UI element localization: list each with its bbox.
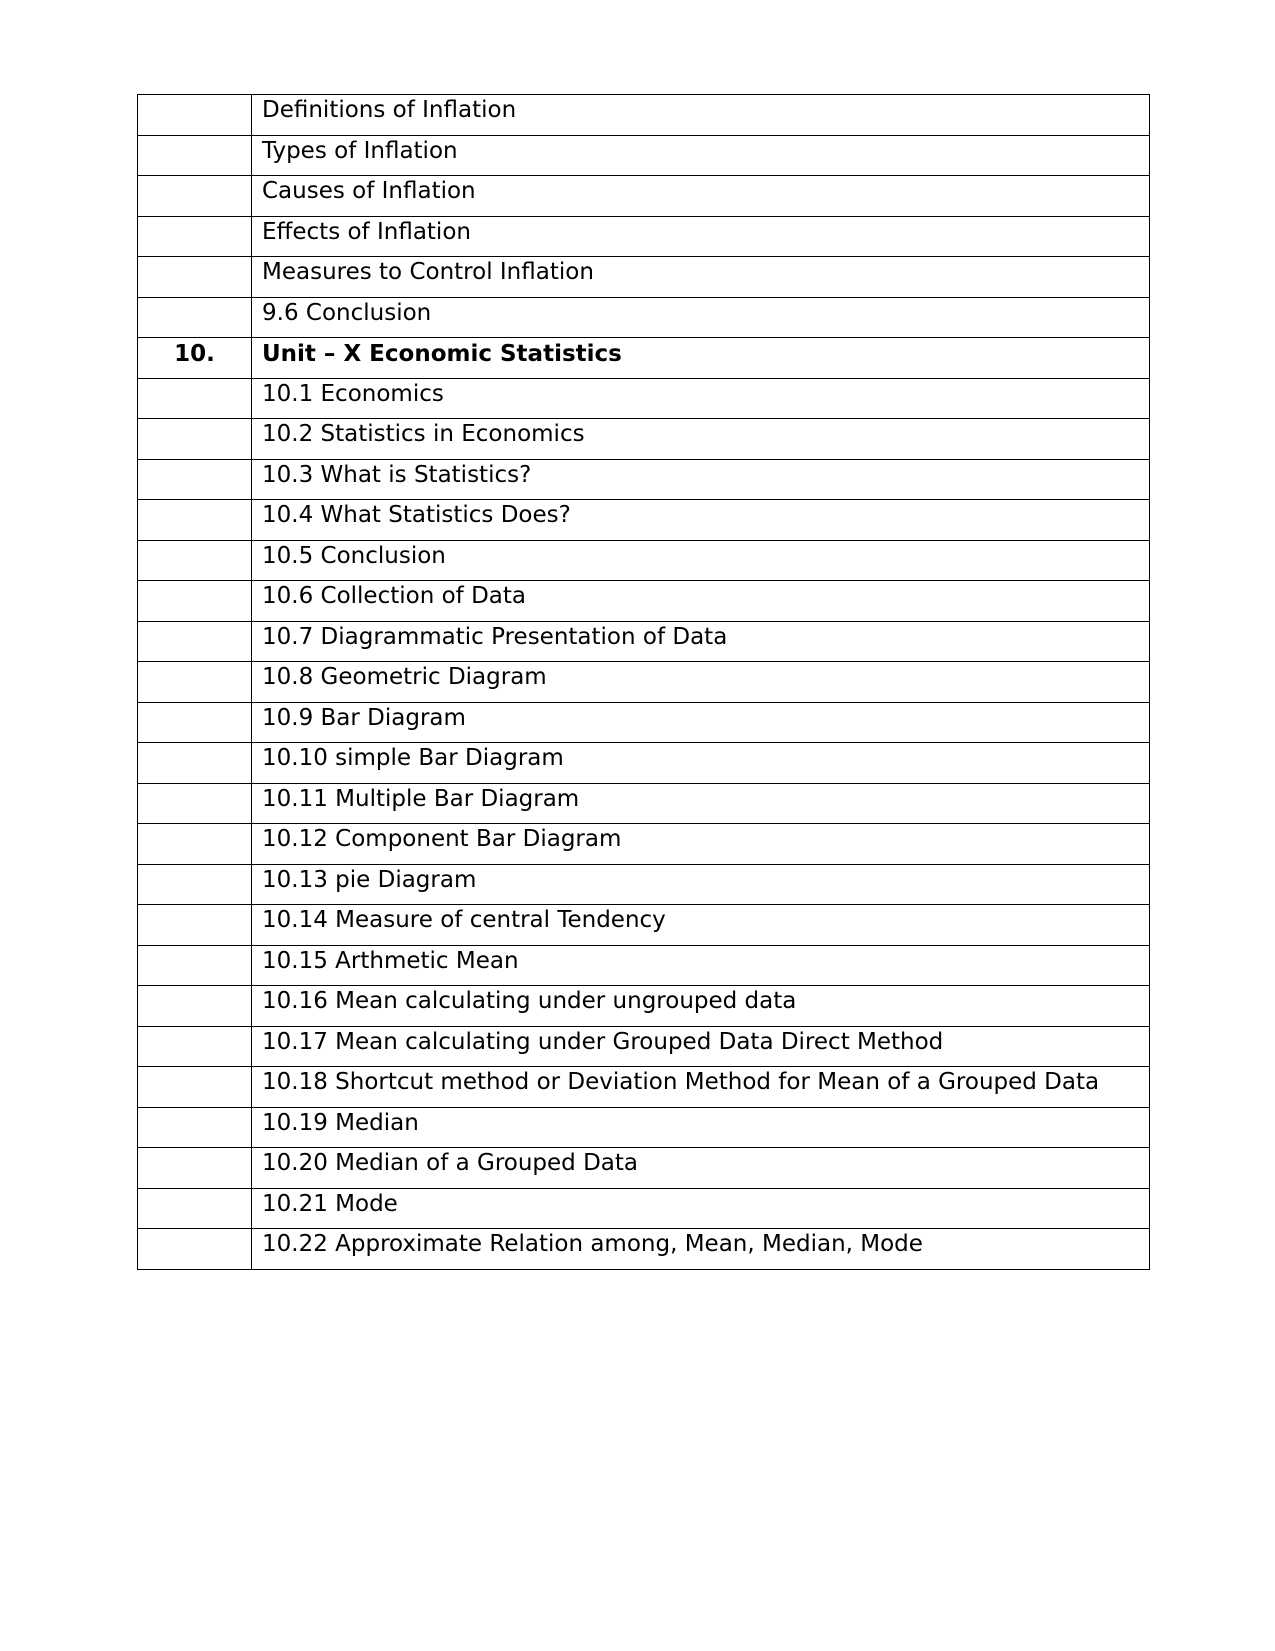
unit-number-cell: [138, 905, 252, 946]
unit-number-cell: [138, 135, 252, 176]
topic-title-cell: 10.17 Mean calculating under Grouped Data Direct Method: [252, 1026, 1150, 1067]
unit-number-cell: [138, 743, 252, 784]
table-row: [138, 1107, 1150, 1148]
unit-number-cell: [138, 986, 252, 1027]
table-row: [138, 905, 1150, 946]
unit-number-cell: [138, 378, 252, 419]
table-row: [138, 581, 1150, 622]
unit-number-cell: 10.: [138, 338, 252, 379]
unit-number-cell: [138, 945, 252, 986]
table-row: [138, 257, 1150, 298]
table-row: [138, 1229, 1150, 1270]
unit-number-cell: [138, 783, 252, 824]
table-row: [138, 176, 1150, 217]
topic-title-cell: 10.18 Shortcut method or Deviation Method for Mean of a Grouped Data: [252, 1067, 1150, 1108]
topic-title-cell: 10.15 Arthmetic Mean: [252, 945, 1150, 986]
table-row: [138, 95, 1150, 136]
unit-number-cell: [138, 257, 252, 298]
unit-number-cell: [138, 540, 252, 581]
unit-number-cell: [138, 500, 252, 541]
unit-number-cell: [138, 621, 252, 662]
topic-title-cell: 10.21 Mode: [252, 1188, 1150, 1229]
topic-title-cell: 10.16 Mean calculating under ungrouped data: [252, 986, 1150, 1027]
table-row: [138, 378, 1150, 419]
unit-number-cell: [138, 1026, 252, 1067]
unit-number-cell: [138, 95, 252, 136]
table-row: [138, 945, 1150, 986]
topic-title-cell: 10.14 Measure of central Tendency: [252, 905, 1150, 946]
unit-number-cell: [138, 864, 252, 905]
unit-heading-row: [138, 338, 1150, 379]
topic-title-cell: 10.10 simple Bar Diagram: [252, 743, 1150, 784]
unit-number-cell: [138, 824, 252, 865]
contents-table: [137, 94, 1150, 1270]
topic-title-cell: 10.4 What Statistics Does?: [252, 500, 1150, 541]
unit-number-cell: [138, 1107, 252, 1148]
table-row: [138, 540, 1150, 581]
topic-title-cell: Definitions of Inflation: [252, 95, 1150, 136]
topic-title-cell: 9.6 Conclusion: [252, 297, 1150, 338]
table-row: [138, 743, 1150, 784]
contents-table-body: [138, 95, 1150, 1270]
table-row: [138, 986, 1150, 1027]
topic-title-cell: 10.13 pie Diagram: [252, 864, 1150, 905]
unit-number-cell: [138, 297, 252, 338]
table-row: [138, 1067, 1150, 1108]
topic-title-cell: 10.2 Statistics in Economics: [252, 419, 1150, 460]
table-row: [138, 297, 1150, 338]
unit-number-cell: [138, 1229, 252, 1270]
topic-title-cell: Causes of Inflation: [252, 176, 1150, 217]
table-row: [138, 783, 1150, 824]
table-row: [138, 864, 1150, 905]
table-row: [138, 500, 1150, 541]
unit-number-cell: [138, 216, 252, 257]
topic-title-cell: 10.3 What is Statistics?: [252, 459, 1150, 500]
unit-number-cell: [138, 702, 252, 743]
topic-title-cell: 10.8 Geometric Diagram: [252, 662, 1150, 703]
topic-title-cell: Types of Inflation: [252, 135, 1150, 176]
unit-number-cell: [138, 1067, 252, 1108]
topic-title-cell: Measures to Control Inflation: [252, 257, 1150, 298]
table-row: [138, 1188, 1150, 1229]
table-row: [138, 459, 1150, 500]
topic-title-cell: 10.19 Median: [252, 1107, 1150, 1148]
table-row: [138, 216, 1150, 257]
topic-title-cell: 10.1 Economics: [252, 378, 1150, 419]
topic-title-cell: 10.12 Component Bar Diagram: [252, 824, 1150, 865]
topic-title-cell: 10.9 Bar Diagram: [252, 702, 1150, 743]
unit-number-cell: [138, 459, 252, 500]
unit-title-cell: Unit – X Economic Statistics: [252, 338, 1150, 379]
topic-title-cell: 10.5 Conclusion: [252, 540, 1150, 581]
table-row: [138, 1148, 1150, 1189]
table-row: [138, 419, 1150, 460]
table-row: [138, 1026, 1150, 1067]
table-row: [138, 824, 1150, 865]
topic-title-cell: Effects of Inflation: [252, 216, 1150, 257]
unit-number-cell: [138, 1148, 252, 1189]
topic-title-cell: 10.11 Multiple Bar Diagram: [252, 783, 1150, 824]
topic-title-cell: 10.22 Approximate Relation among, Mean, Median, Mode: [252, 1229, 1150, 1270]
unit-number-cell: [138, 419, 252, 460]
table-row: [138, 702, 1150, 743]
unit-number-cell: [138, 662, 252, 703]
topic-title-cell: 10.7 Diagrammatic Presentation of Data: [252, 621, 1150, 662]
topic-title-cell: 10.6 Collection of Data: [252, 581, 1150, 622]
unit-number-cell: [138, 581, 252, 622]
unit-number-cell: [138, 1188, 252, 1229]
unit-number-cell: [138, 176, 252, 217]
table-row: [138, 662, 1150, 703]
table-row: [138, 135, 1150, 176]
table-row: [138, 621, 1150, 662]
topic-title-cell: 10.20 Median of a Grouped Data: [252, 1148, 1150, 1189]
